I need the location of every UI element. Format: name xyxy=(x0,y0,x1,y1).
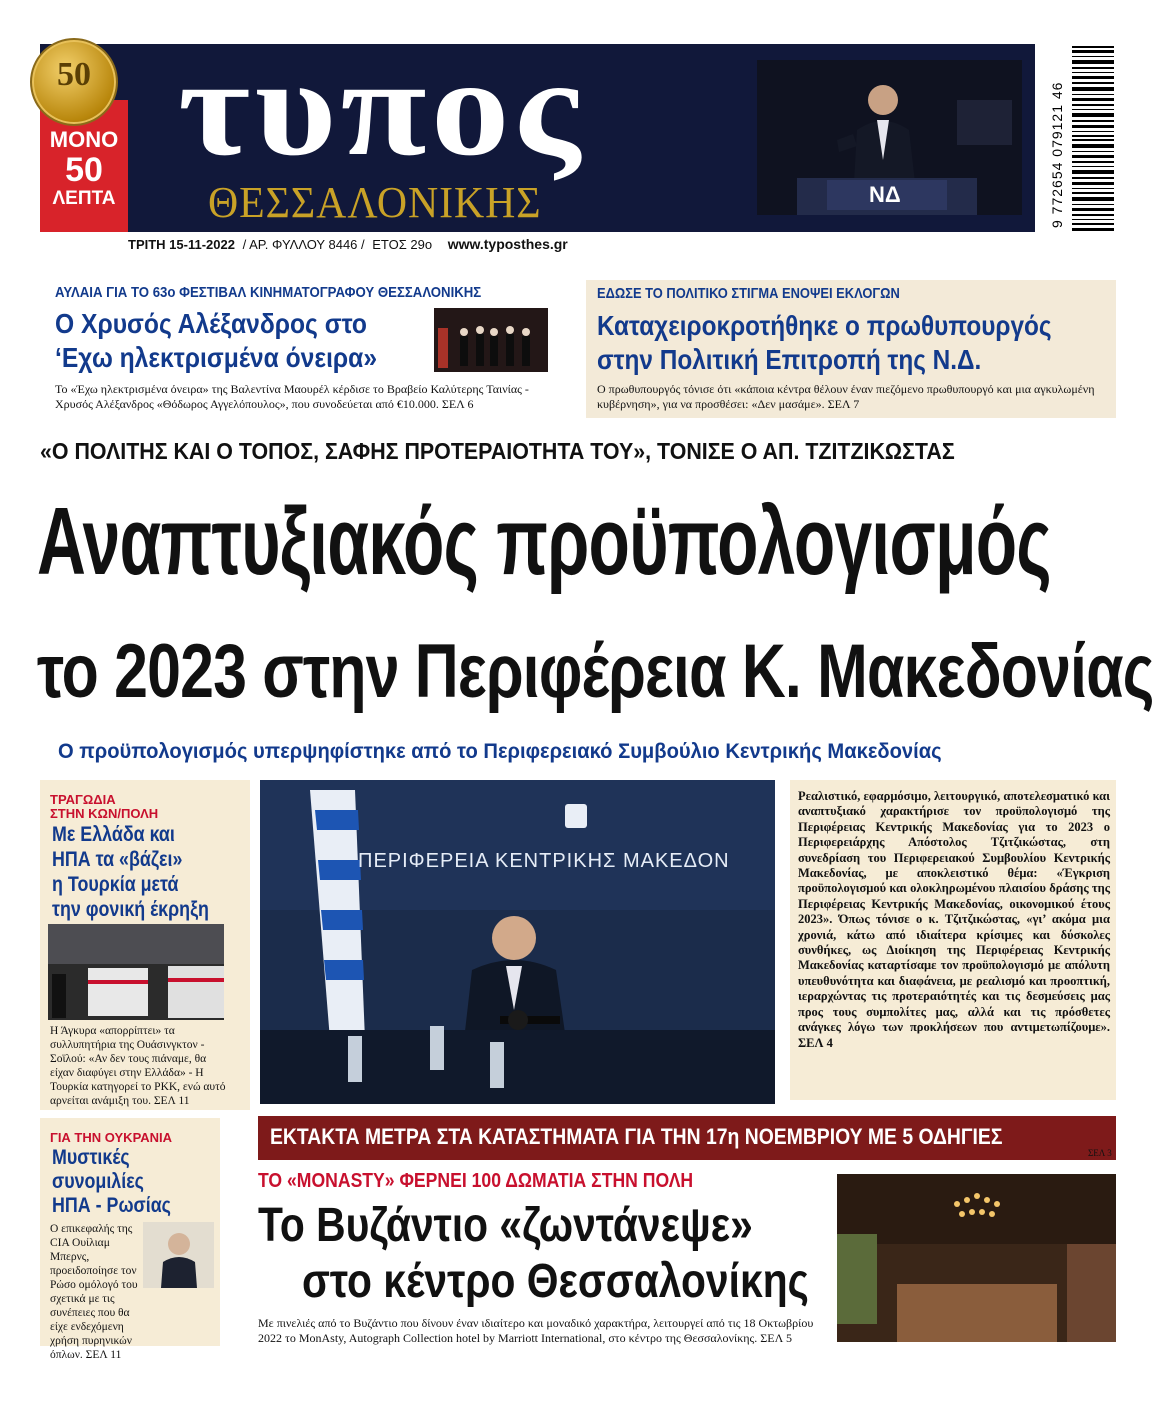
lead-headline-line-2: το 2023 στην Περιφέρεια Κ. Μακεδονίας xyxy=(37,629,1154,714)
measures-banner-text: ΕΚΤΑΚΤΑ ΜΕΤΡΑ ΣΤΑ ΚΑΤΑΣΤΗΜΑΤΑ ΓΙΑ ΤΗΝ 17η ΝΟΕΜΒΡΙΟΥ ΜΕ 5 ΟΔΗΓΙΕΣ xyxy=(270,1124,1003,1149)
turkey-body: Η Άγκυρα «απορρίπτει» τα συλλυπητήρια της Ουάσινγκτον - Σοϊλού: «Αν δεν τους πιάναμε, θα είχαν διαφύγει στην Ελλάδα» - Η Τουρκία κατηγορεί το PKK, ενώ αυτό αρνείται ανάμιξη του. ΣΕΛ 11 xyxy=(50,1025,226,1107)
pm-title-line-1: Καταχειροκροτήθηκε ο πρωθυπουργός xyxy=(597,310,1052,341)
turkey-photo xyxy=(48,924,224,1020)
byzantium-body: Με πινελιές από το Βυζάντιο που δίνουν έναν ιδιαίτερο και μοναδικό χαρακτήρα, λειτουργεί από τις 18 Οκτωβρίου 2022 το MonAsty, Autograph Collection hotel by Marriott International, στο κέντρο της Θεσσαλονίκης. ΣΕΛ 5 xyxy=(258,1316,814,1345)
ukraine-kicker: ΓΙΑ ΤΗΝ ΟΥΚΡΑΝΙΑ xyxy=(50,1130,173,1145)
lead-overline: «Ο ΠΟΛΙΤΗΣ ΚΑΙ Ο ΤΟΠΟΣ, ΣΑΦΗΣ ΠΡΟΤΕΡΑΙΟΤΗΤΑ ΤΟΥ», ΤΟΝΙΣΕ Ο ΑΠ. ΤΖΙΤΖΙΚΩΣΤΑΣ xyxy=(40,438,955,464)
award-ceremony-photo xyxy=(434,308,548,372)
ukraine-title-line-1: Μυστικές xyxy=(52,1146,130,1169)
festival-photo xyxy=(434,308,548,372)
byzantium-title-line-2: στο κέντρο Θεσσαλονίκης xyxy=(302,1255,809,1308)
barcode-number: 9 772654 079121 46 xyxy=(1049,81,1065,228)
hotel-restaurant-photo xyxy=(837,1174,1116,1342)
festival-title-line-2: ‘Εχω ηλεκτρισμένα όνειρα» xyxy=(55,342,378,373)
price-line-3: ΛΕΠΤΑ xyxy=(52,188,116,209)
turkey-kicker-line-2: ΣΤΗΝ ΚΩΝ/ΠΟΛΗ xyxy=(50,806,159,821)
ambulances-photo xyxy=(48,924,224,1020)
lead-headline-line-1: Αναπτυξιακός προϋπολογισμός xyxy=(37,488,1051,595)
ukraine-title-line-3: ΗΠΑ - Ρωσίας xyxy=(52,1194,171,1217)
cia-director-photo xyxy=(143,1222,214,1288)
turkey-title-line-4: την φονική έκρηξη xyxy=(52,898,209,921)
turkey-title-line-1: Με Ελλάδα και xyxy=(52,823,175,846)
coin-label: 50 xyxy=(57,56,91,93)
lead-body: Ρεαλιστικό, εφαρμόσιμο, λειτουργικό, αποτελεσματικό και αναπτυξιακό χαρακτήρισε τον προϋπολογισμό της Περιφέρειας Κεντρικής Μακεδονίας για το 2023 ο Περιφερειάρχης Απόστολος Τζιτζικώστας, στη συνεδρίαση του Περιφερειακού Συμβουλίου Κεντρικής Μακεδονίας, με αποκλειστικό θέμα: «Έγκριση προϋπολογισμού και ολοκληρωμένου πλαισίου δράσης της Περιφέρειας Κεντρικής Μακεδονίας, οικονομικού έτους 2023». Όπως τόνισε ο κ. Τζιτζικώστας, «γι’ ακόμα μια χρονιά, κάτω από ιδιαίτερα κρίσιμες και δύσκολες συνθήκες, ως Διοίκηση της Περιφέρειας Κεντρικής Μακεδονίας καταρτίσαμε τον προϋπολογισμό με απόλυτη υπευθυνότητα και διαφάνεια, με ρεαλισμό και προοπτική, ιεραρχώντας τις προτεραιότητές και τις δεσμεύσεις μας προς τους συμπολίτες μας, αλλά και τις πρόσθετες ανάγκες λόγω των προκλήσεων που αντιμετωπίζουμε». ΣΕΛ 4 xyxy=(798,789,1110,1050)
website-link[interactable]: www.typosthes.gr xyxy=(447,236,568,252)
pm-kicker: ΕΔΩΣΕ ΤΟ ΠΟΛΙΤΙΚΟ ΣΤΙΓΜΑ ΕΝΟΨΕΙ ΕΚΛΟΓΩΝ xyxy=(597,285,900,302)
newspaper-city: ΘΕΣΣΑΛΟΝΙΚΗΣ xyxy=(208,178,542,227)
press-conference-photo xyxy=(260,780,775,1104)
photo-sign-text: ΠΕΡΙΦΕΡΕΙΑ ΚΕΝΤΡΙΚΗΣ ΜΑΚΕΔΟΝ xyxy=(358,850,730,872)
portrait-photo xyxy=(143,1222,214,1288)
issue-year: ΕΤΟΣ 29ο xyxy=(372,237,433,252)
measures-page-ref: ΣΕΛ 3 xyxy=(1088,1148,1112,1158)
pm-title-line-2: στην Πολιτική Επιτροπή της Ν.Δ. xyxy=(597,344,982,375)
festival-kicker: ΑΥΛΑΙΑ ΓΙΑ ΤΟ 63ο ΦΕΣΤΙΒΑΛ ΚΙΝΗΜΑΤΟΓΡΑΦΟΥ ΘΕΣΣΑΛΟΝΙΚΗΣ xyxy=(55,284,482,301)
issue-number: / ΑΡ. ΦΥΛΛΟΥ 8446 / xyxy=(242,237,365,252)
byzantium-photo xyxy=(837,1174,1116,1342)
turkey-title-line-2: ΗΠΑ τα «βάζει» xyxy=(52,848,183,871)
turkey-title-line-3: η Τουρκία μετά xyxy=(52,873,179,896)
festival-title-line-1: Ο Χρυσός Αλέξανδρος στο xyxy=(55,308,367,339)
turkey-kicker-line-1: ΤΡΑΓΩΔΙΑ xyxy=(50,792,116,807)
masthead-photo xyxy=(757,60,1022,215)
issue-date: ΤΡΙΤΗ 15-11-2022 xyxy=(128,237,235,252)
pm-body: Ο πρωθυπουργός τόνισε ότι «κάποια κέντρα θέλουν έναν πιεζόμενο πρωθυπουργό και μια αγκυλωμένη κυβέρνηση», για να προσθέσει: «Δεν μασάμε». ΣΕΛ 7 xyxy=(597,382,1095,411)
byzantium-kicker: ΤΟ «MONASTY» ΦΕΡΝΕΙ 100 ΔΩΜΑΤΙΑ ΣΤΗΝ ΠΟΛΗ xyxy=(258,1170,694,1192)
coin-icon xyxy=(30,38,118,126)
price-line-1: ΜΟΝΟ xyxy=(49,127,119,152)
byzantium-title-line-1: Το Βυζάντιο «ζωντάνεψε» xyxy=(258,1199,753,1252)
festival-body: Το «Έχω ηλεκτρισμένα όνειρα» της Βαλεντίνα Μαουρέλ κέρδισε το Βραβείο Καλύτερης Ταινίας - Χρυσός Αλέξανδρος «Θόδωρος Αγγελόπουλος», που συνοδεύεται από €10.000. ΣΕΛ 6 xyxy=(55,382,529,411)
photo-party-logo: ΝΔ xyxy=(869,182,901,207)
lead-photo xyxy=(260,780,775,1104)
price-line-2: 50 xyxy=(65,151,103,189)
dateline xyxy=(128,236,1028,256)
ukraine-title-line-2: συνομιλίες xyxy=(52,1170,144,1193)
newspaper-logo: τυπος xyxy=(178,30,585,185)
ukraine-body: Ο επικεφαλής της CIA Ουίλιαμ Μπερνς, προειδοποίησε τον Ρώσο ομόλογό του σχετικά με τις συνέπειες που θα είχε ενδεχόμενη χρήση πυρηνικών όπλων. ΣΕΛ 11 xyxy=(50,1223,138,1361)
lead-subline: Ο προϋπολογισμός υπερψηφίστηκε από το Περιφερειακό Συμβούλιο Κεντρικής Μακεδονίας xyxy=(58,740,942,763)
